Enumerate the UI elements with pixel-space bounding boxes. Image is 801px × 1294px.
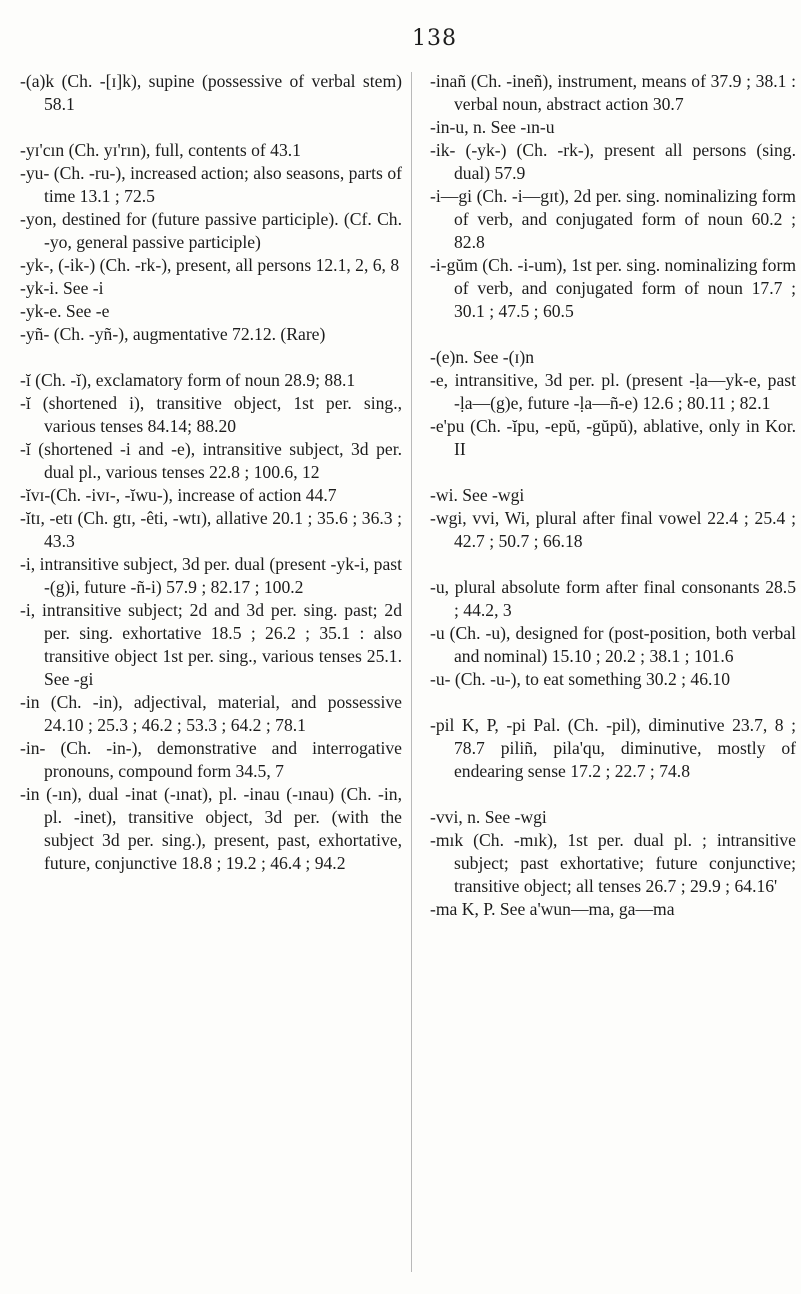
index-entry: -i, intransitive subject; 2d and 3d per. sing. past; 2d per. sing. exhortative 18.5 ; 26.2 ; 35.1 : also transitive object 1st per. sing., various tenses 25.1. See -gi <box>20 600 402 689</box>
index-entry: -yñ- (Ch. -yñ-), augmentative 72.12. (Rare) <box>20 324 326 344</box>
index-entry: -ik- (-yk-) (Ch. -rk-), present all persons (sing. dual) 57.9 <box>430 140 796 183</box>
index-entry: -e, intransitive, 3d per. pl. (present -ḷa—yk-e, past -ḷa—(g)e, future -ḷa—ñ-e) 12.6 ; 80.11 ; 82.1 <box>430 370 796 413</box>
index-entry: -mık (Ch. -mık), 1st per. dual pl. ; intransitive subject; past exhortative; future conjunctive; transitive object; all tenses 26.7 ; 29.9 ; 64.16' <box>430 830 796 896</box>
right-column <box>430 70 796 921</box>
index-entry: -in- (Ch. -in-), demonstrative and interrogative pronouns, compound form 34.5, 7 <box>20 738 402 781</box>
index-entry: -vvi, n. See -wgi <box>430 807 547 827</box>
index-entry: -ma K, P. See a'wun—ma, ga—ma <box>430 899 675 919</box>
index-entry: -ĭ (shortened i), transitive object, 1st per. sing., various tenses 84.14; 88.20 <box>20 393 402 436</box>
index-entry: -i—gi (Ch. -i—gɪt), 2d per. sing. nominalizing form of verb, and conjugated form of noun 60.2 ; 82.8 <box>430 186 796 252</box>
page-number: 138 <box>412 26 457 51</box>
index-entry: -i-gŭm (Ch. -i-um), 1st per. sing. nominalizing form of verb, and conjugated form of noun 17.7 ; 30.1 ; 47.5 ; 60.5 <box>430 255 796 321</box>
column-divider <box>411 72 412 1272</box>
index-entry: -in (-ın), dual -inat (-ınat), pl. -inau (-ınau) (Ch. -in, pl. -inet), transitive object, 3d per. (with the subject 3d per. sing.), present, past, exhortative, future, conjunctive 18.8 ; 19.2 ; 46.4 ; 94.2 <box>20 784 402 873</box>
index-entry: -yk-, (-ik-) (Ch. -rk-), present, all persons 12.1, 2, 6, 8 <box>20 255 400 275</box>
left-column <box>20 70 402 875</box>
index-entry: -i, intransitive subject, 3d per. dual (present -yk-i, past -(g)i, future -ñ-i) 57.9 ; 82.17 ; 100.2 <box>20 554 402 597</box>
index-entry: -yk-i. See -i <box>20 278 104 298</box>
index-entry: -u, plural absolute form after final consonants 28.5 ; 44.2, 3 <box>430 577 796 620</box>
index-entry: -(e)n. See -(ɪ)n <box>430 347 535 367</box>
index-entry: -u (Ch. -u), designed for (post-position, both verbal and nominal) 15.10 ; 20.2 ; 38.1 ; 101.6 <box>430 623 796 666</box>
index-entry: -yk-e. See -e <box>20 301 110 321</box>
index-entry: -yon, destined for (future passive participle). (Cf. Ch. -yo, general passive participle) <box>20 209 402 252</box>
index-entry: -u- (Ch. -u-), to eat something 30.2 ; 46.10 <box>430 669 731 689</box>
index-entry: -yɪ'cın (Ch. yɪ'rın), full, contents of 43.1 <box>20 140 301 160</box>
index-entry: -ĭtɪ, -etɪ (Ch. gtɪ, -êti, -wtɪ), allative 20.1 ; 35.6 ; 36.3 ; 43.3 <box>20 508 402 551</box>
index-entry: -ĭ (Ch. -ĭ), exclamatory form of noun 28.9; 88.1 <box>20 370 356 390</box>
index-entry: -e'pu (Ch. -ĭpu, -epŭ, -gŭpŭ), ablative, only in Kor. II <box>430 416 796 459</box>
index-entry: -yu- (Ch. -ru-), increased action; also seasons, parts of time 13.1 ; 72.5 <box>20 163 402 206</box>
index-entry: -ĭvɪ-(Ch. -ivɪ-, -ĭwu-), increase of action 44.7 <box>20 485 337 505</box>
index-entry: -in (Ch. -in), adjectival, material, and possessive 24.10 ; 25.3 ; 46.2 ; 53.3 ; 64.2 ; 78.1 <box>20 692 402 735</box>
index-entry: -ĭ (shortened -i and -e), intransitive subject, 3d per. dual pl., various tenses 22.8 ; 100.6, 12 <box>20 439 402 482</box>
index-entry: -pil K, P, -pi Pal. (Ch. -pil), diminutive 23.7, 8 ; 78.7 piliñ, pila'qu, diminutive, mostly of endearing sense 17.2 ; 22.7 ; 74.8 <box>430 715 796 781</box>
index-entry: -inañ (Ch. -ineñ), instrument, means of 37.9 ; 38.1 : verbal noun, abstract action 30.7 <box>430 71 796 114</box>
index-entry: -wgi, vvi, Wi, plural after final vowel 22.4 ; 25.4 ; 42.7 ; 50.7 ; 66.18 <box>430 508 796 551</box>
index-entry: -wi. See -wgi <box>430 485 525 505</box>
index-entry: -(a)k (Ch. -[ɪ]k), supine (possessive of verbal stem) 58.1 <box>20 71 402 114</box>
index-entry: -in-u, n. See -ın-u <box>430 117 555 137</box>
